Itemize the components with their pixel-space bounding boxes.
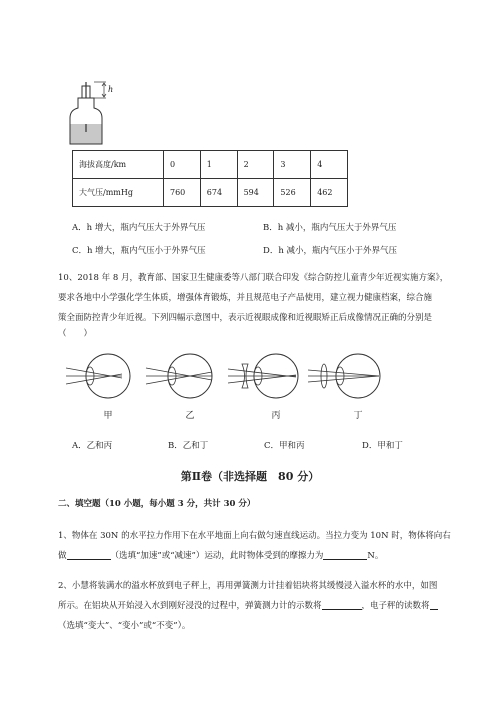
fill1-text-c: N。 xyxy=(367,551,384,561)
flask-diagram xyxy=(60,80,140,148)
eye-label-jia: 甲 xyxy=(103,411,113,421)
eye-diagram-bing xyxy=(228,354,298,398)
table-header-cell: 海拔高度/km xyxy=(73,151,164,179)
eye-diagram-jia xyxy=(66,354,130,398)
flask-h-label: h xyxy=(108,85,114,94)
table-cell: 594 xyxy=(237,179,274,207)
table-cell: 674 xyxy=(200,179,237,207)
fill2-text-b: ，电子秤的读数将 xyxy=(361,601,430,611)
table-cell: 1 xyxy=(200,151,237,179)
fill2-line-1: 2、小慧将装满水的溢水杯放到电子秤上，再用弹簧测力计挂着铝块将其缓慢浸入溢水杯的水中，如图 xyxy=(58,581,438,591)
eye-label-ding: 丁 xyxy=(353,411,363,421)
table-row xyxy=(73,179,348,207)
q10-line-3: 策全面防控青少年近视。下列四幅示意图中，表示近视眼成像和近视眼矫正后成像情况正确的分别是 xyxy=(58,313,433,323)
table-cell: 2 xyxy=(237,151,274,179)
eye-diagram-ding xyxy=(308,354,380,398)
table-cell: 526 xyxy=(274,179,311,207)
fill1-text-a: 做 xyxy=(58,551,67,561)
eye-label-yi: 乙 xyxy=(185,411,195,421)
section2-title: 二、填空题（10 小题，每小题 3 分，共计 30 分） xyxy=(58,499,256,509)
q10-line-2: 要求各地中小学强化学生体质，增强体育锻炼，并且规范电子产品使用，建立视力健康档案，综合施 xyxy=(58,293,433,303)
q10-option-a: A．乙和丙 xyxy=(72,441,113,451)
altitude-pressure-table xyxy=(72,150,348,207)
q10-line-1: 10、2018 年 8 月，教育部、国家卫生健康委等八部门联合印发《综合防控儿童青少年近视实施方案》， xyxy=(58,273,449,283)
fill1-blank-1[interactable] xyxy=(67,549,111,560)
table-cell: 760 xyxy=(164,179,201,207)
fill2-text-a: 所示。在铝块从开始浸入水到刚好浸没的过程中，弹簧测力计的示数将 xyxy=(58,601,322,611)
table-cell: 0 xyxy=(164,151,201,179)
fill1-text-b: （选填“加速”或“减速”）运动，此时物体受到的摩擦力为 xyxy=(110,551,324,561)
fill1-blank-2[interactable] xyxy=(323,549,367,560)
fill1-line-2 xyxy=(58,546,383,566)
q10-option-b: B．乙和丁 xyxy=(168,441,209,451)
q10-line-4: （ ） xyxy=(58,329,93,339)
eye-diagram-yi xyxy=(146,354,212,398)
q10-option-d: D．甲和丁 xyxy=(362,441,403,451)
table-cell: 462 xyxy=(311,179,348,207)
fill2-line-3: （选填“变大”、“变小”或“不变”）。 xyxy=(58,621,191,631)
table-header-cell: 大气压/mmHg xyxy=(73,179,164,207)
q9-option-d: D．h 减小，瓶内气压小于外界气压 xyxy=(263,246,397,256)
fill1-line-1: 1、物体在 30N 的水平拉力作用下在水平地面上向右做匀速直线运动。当拉力变为 10N 时，物体将向右 xyxy=(58,531,451,541)
q9-option-b: B．h 减小，瓶内气压大于外界气压 xyxy=(263,223,397,233)
table-cell: 4 xyxy=(311,151,348,179)
eye-diagrams xyxy=(66,352,386,408)
eye-label-bing: 丙 xyxy=(271,411,281,421)
part2-title: 第Ⅱ卷（非选择题 80 分） xyxy=(180,470,320,483)
q9-option-a: A．h 增大，瓶内气压大于外界气压 xyxy=(72,223,206,233)
q10-option-c: C．甲和丙 xyxy=(264,441,305,451)
table-row xyxy=(73,151,348,179)
fill2-blank-1[interactable] xyxy=(322,599,362,610)
table-cell: 3 xyxy=(274,151,311,179)
q9-option-c: C．h 增大，瓶内气压小于外界气压 xyxy=(72,246,206,256)
fill2-blank-2[interactable] xyxy=(430,599,438,610)
fill2-line-2 xyxy=(58,596,438,616)
